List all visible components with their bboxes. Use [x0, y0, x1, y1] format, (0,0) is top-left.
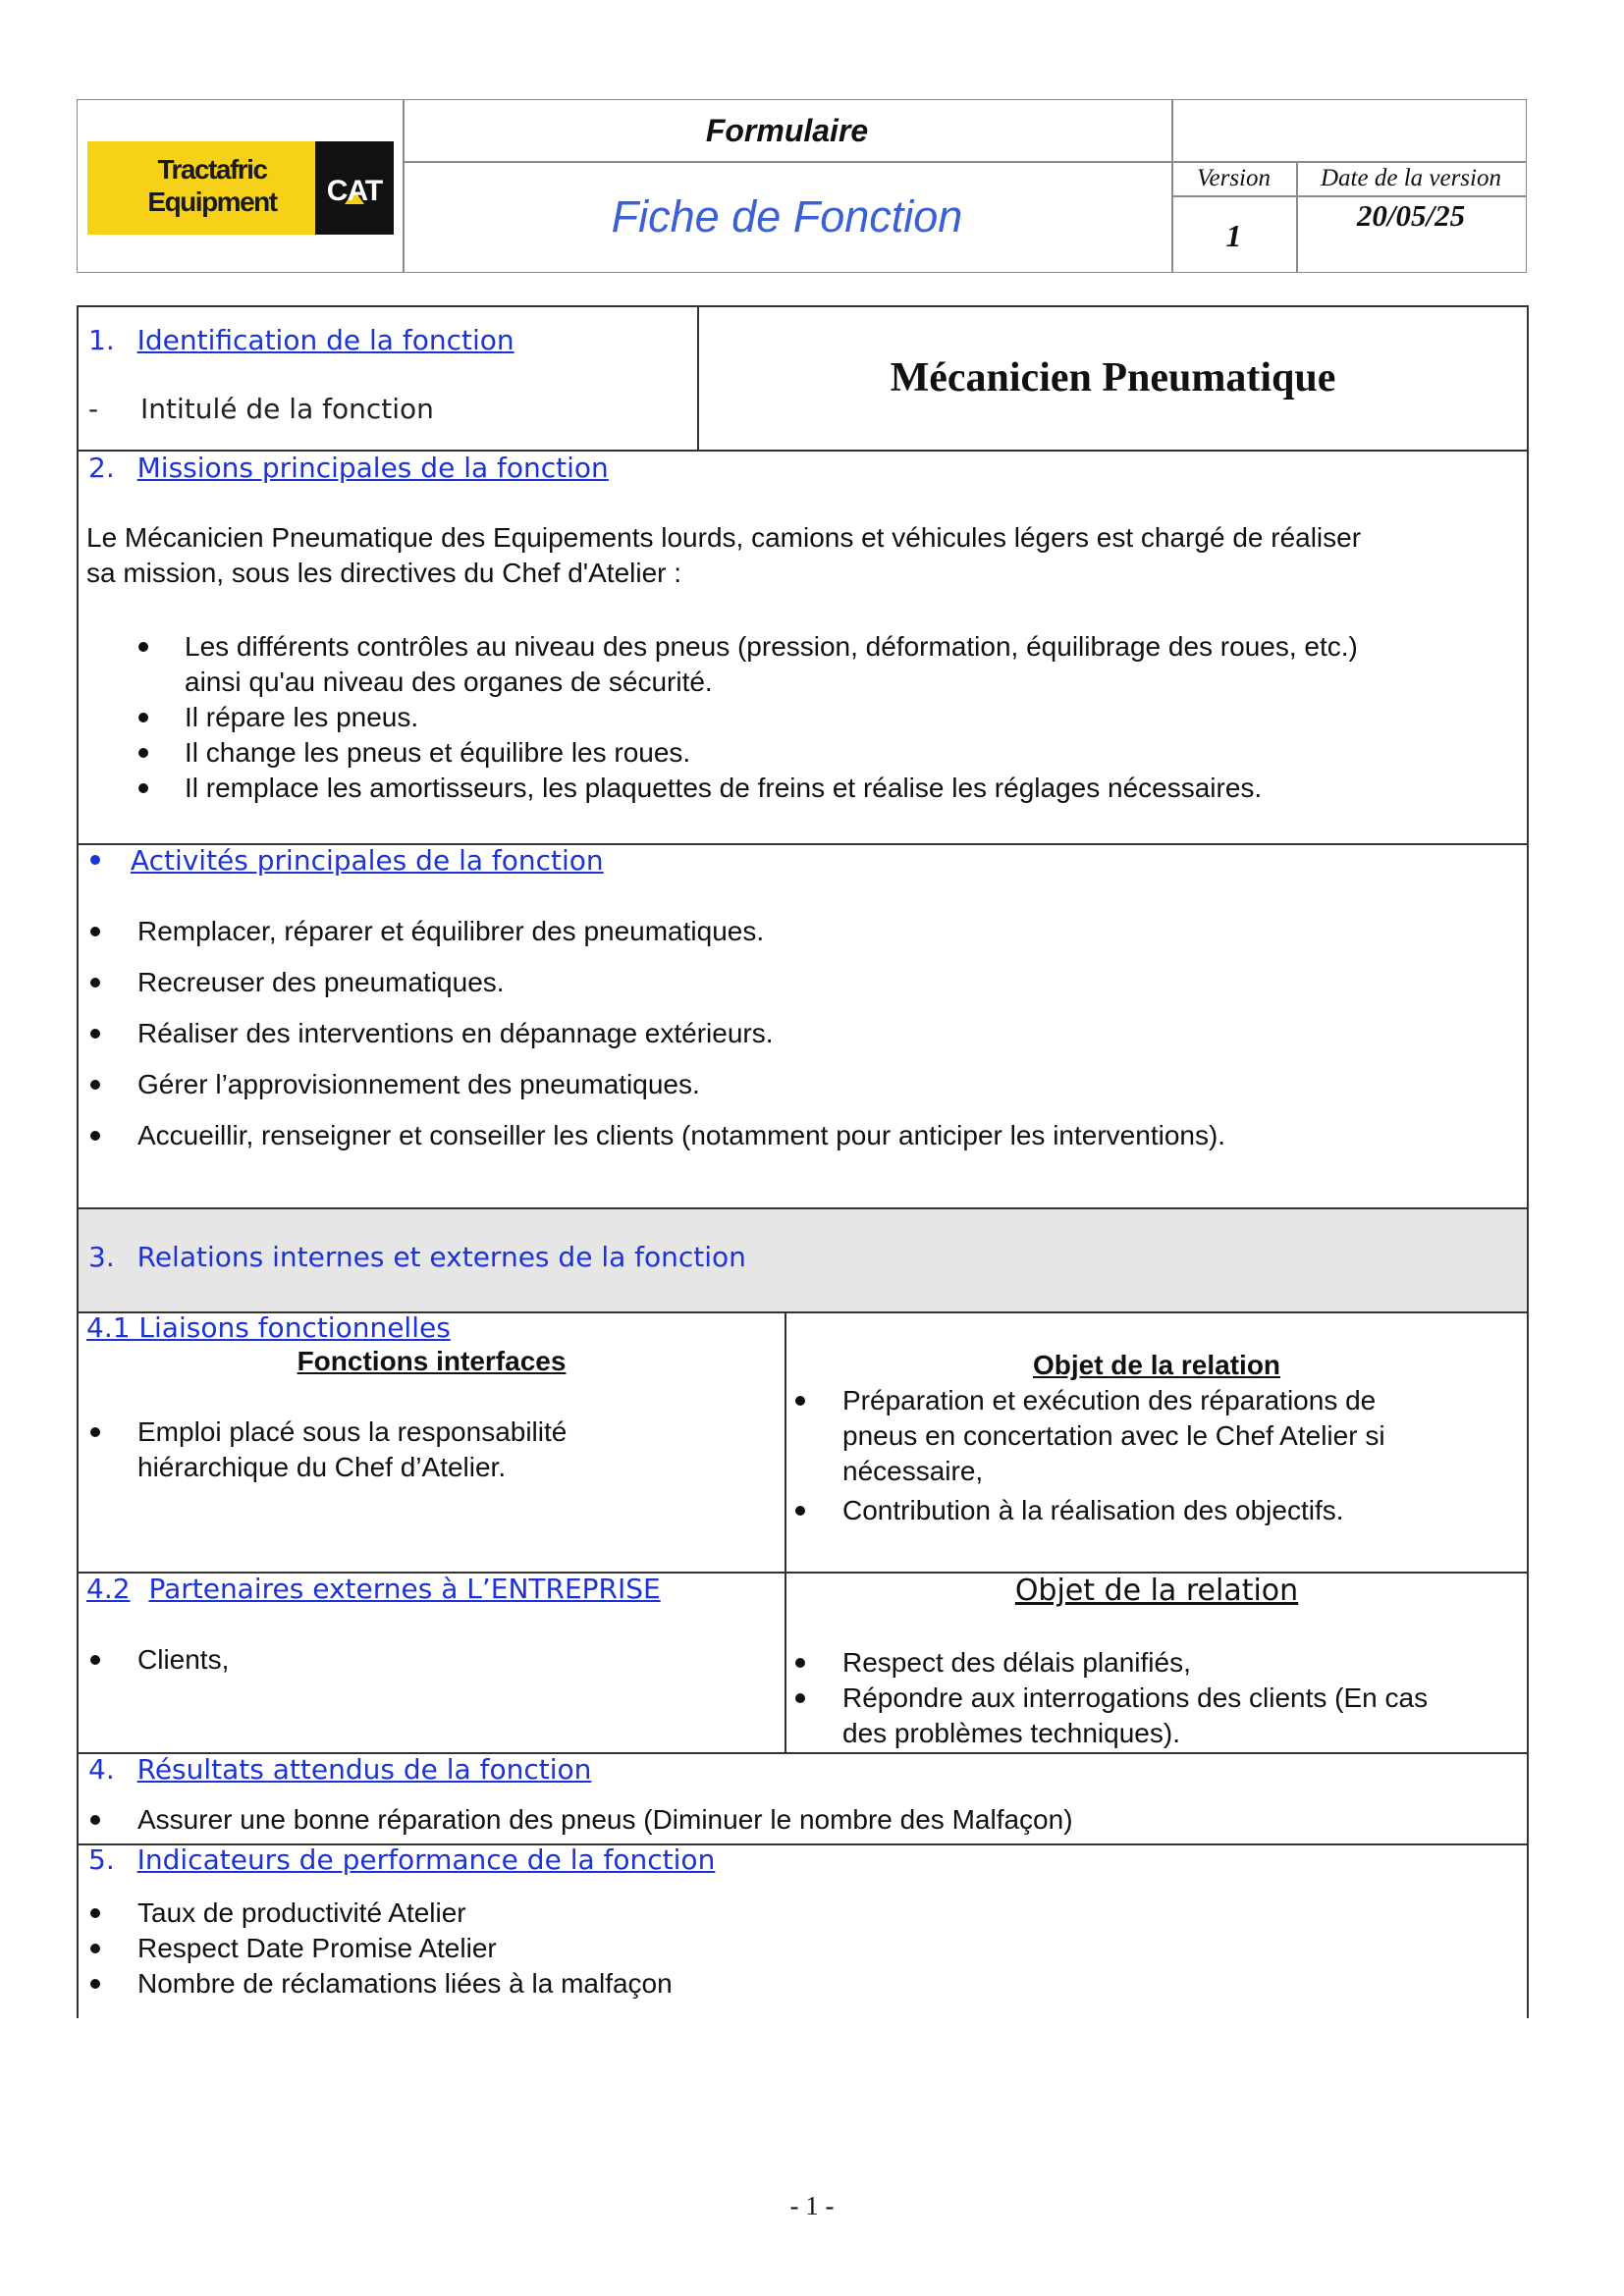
list-item-text: Il change les pneus et équilibre les roues. [185, 737, 691, 768]
bullet-icon [90, 1131, 100, 1141]
list-item-text: Recreuser des pneumatiques. [137, 967, 505, 997]
list-item-text: Répondre aux interrogations des clients (En cas [842, 1682, 1429, 1713]
bullet-icon [138, 783, 148, 793]
list-item [77, 771, 1520, 806]
missions-intro [86, 520, 1520, 591]
partenaires-heading [86, 1572, 661, 1607]
section-4-heading [88, 1752, 591, 1788]
header-divider [1171, 195, 1526, 197]
list-item-text: Il répare les pneus. [185, 702, 419, 732]
list-item [77, 1931, 1520, 1966]
bullet-icon [795, 1693, 805, 1703]
list-item-text: Clients, [137, 1644, 230, 1675]
version-value: 1 [1225, 218, 1242, 253]
page-number: - 1 - [789, 2191, 835, 2220]
list-item [77, 700, 1520, 735]
indicators-list [77, 1896, 1520, 2002]
date-label: Date de la version [1321, 164, 1501, 191]
list-item [77, 1118, 1520, 1169]
list-item-text: Taux de productivité Atelier [137, 1897, 466, 1928]
list-item-text: Respect Date Promise Atelier [137, 1933, 497, 1963]
bullet-icon [90, 978, 100, 988]
form-label: Formulaire [705, 112, 869, 148]
list-item-text: Emploi placé sous la responsabilité [137, 1416, 568, 1447]
activities-title: Activités principales de la fonction [130, 844, 604, 877]
partenaires-list [77, 1642, 783, 1678]
section-5-title: Indicateurs de performance de la fonction [136, 1843, 716, 1876]
list-item [77, 1966, 1520, 2002]
bullet-icon [138, 642, 148, 652]
date-value: 20/05/25 [1356, 198, 1466, 233]
bullet-icon [90, 1427, 100, 1437]
list-item [77, 1016, 1520, 1067]
section-2-title: Missions principales de la fonction [136, 452, 609, 484]
bullet-icon [90, 1908, 100, 1918]
missions-list [77, 629, 1520, 806]
missions-intro-line: sa mission, sous les directives du Chef d'Atelier : [86, 558, 682, 588]
list-item-text: Préparation et exécution des réparations de [842, 1385, 1377, 1415]
list-item [77, 965, 1520, 1016]
bullet-icon [90, 1815, 100, 1825]
section-number: 5. [88, 1843, 115, 1876]
company-logo [87, 141, 394, 235]
list-item [77, 1896, 1520, 1931]
interfaces-column-header: Fonctions interfaces [297, 1346, 567, 1376]
bullet-icon [90, 855, 100, 865]
list-item [77, 914, 1520, 965]
job-title-label-text: Intitulé de la fonction [140, 393, 434, 425]
list-item [77, 1642, 783, 1678]
list-item-text: Réaliser des interventions en dépannage extérieurs. [137, 1018, 774, 1048]
list-item-text: Contribution à la réalisation des objectifs. [842, 1495, 1344, 1525]
list-item [786, 1645, 1527, 1681]
logo-wordmark [109, 153, 315, 224]
bullet-icon [90, 927, 100, 936]
list-item-text: pneus en concertation avec le Chef Atelier si [842, 1420, 1385, 1451]
logo-line-2: Equipment [147, 187, 277, 217]
list-item-text: ainsi qu'au niveau des organes de sécurité. [185, 667, 713, 697]
section-3-title: Relations internes et externes de la fonction [136, 1241, 746, 1273]
relation-list [786, 1645, 1527, 1751]
list-item [786, 1493, 1527, 1528]
bullet-icon [90, 1655, 100, 1665]
logo-line-1: Tractafric [157, 154, 267, 185]
list-item [77, 629, 1520, 700]
list-item-text: Gérer l’approvisionnement des pneumatiques. [137, 1069, 700, 1099]
interfaces-list [77, 1415, 783, 1485]
list-item-text: Assurer une bonne réparation des pneus (Diminuer le nombre des Malfaçon) [137, 1804, 1073, 1835]
table-border [1527, 305, 1529, 2018]
missions-intro-line: Le Mécanicien Pneumatique des Equipements lourds, camions et véhicules légers est chargé de réaliser [86, 522, 1362, 553]
list-item [786, 1383, 1527, 1489]
liaisons-title: 4.1 Liaisons fonctionnelles [86, 1311, 451, 1344]
table-border [77, 305, 1529, 307]
row-divider [77, 1207, 1529, 1209]
section-2-heading [88, 451, 609, 486]
activities-heading [88, 843, 604, 879]
bullet-icon [138, 713, 148, 722]
bullet-icon [795, 1396, 805, 1406]
bullet-icon [795, 1658, 805, 1668]
list-item-text: Il remplace les amortisseurs, les plaquettes de freins et réalise les réglages nécessaires. [185, 773, 1263, 803]
section-5-heading [88, 1842, 715, 1878]
job-title-label [88, 392, 434, 427]
document-title: Fiche de Fonction [611, 190, 963, 241]
list-item [77, 1802, 1520, 1838]
section-3-heading [88, 1240, 746, 1275]
list-item [77, 1415, 783, 1485]
bullet-icon [90, 1979, 100, 1989]
bullet-icon [90, 1029, 100, 1039]
list-item-text: Respect des délais planifiés, [842, 1647, 1191, 1678]
relation-list [786, 1383, 1527, 1528]
section-number: 1. [88, 324, 115, 356]
list-item-text: Accueillir, renseigner et conseiller les clients (notamment pour anticiper les interventions). [137, 1120, 1226, 1150]
section-4-title: Résultats attendus de la fonction [136, 1753, 592, 1786]
document-header [77, 99, 1527, 273]
list-item-text: nécessaire, [842, 1456, 984, 1486]
section-number: 4.2 [86, 1573, 131, 1605]
svg-text:CAT: CAT [326, 174, 383, 207]
results-list [77, 1802, 1520, 1838]
section-1-title: Identification de la fonction [136, 324, 514, 356]
list-item [77, 735, 1520, 771]
job-title: Mécanicien Pneumatique [890, 355, 1336, 400]
partenaires-title: Partenaires externes à L’ENTREPRISE [148, 1573, 661, 1605]
list-item-text: des problèmes techniques). [842, 1718, 1180, 1748]
dash-marker: - [88, 393, 99, 425]
cat-logo-icon [315, 141, 394, 235]
version-label: Version [1197, 164, 1271, 191]
list-item [786, 1681, 1527, 1751]
relation-column-header: Objet de la relation [1014, 1574, 1299, 1608]
list-item [77, 1067, 1520, 1118]
bullet-icon [795, 1506, 805, 1516]
list-item-text: hiérarchique du Chef d’Atelier. [137, 1452, 507, 1482]
relation-column-header: Objet de la relation [1032, 1350, 1281, 1380]
bullet-icon [90, 1080, 100, 1090]
list-item-text: Remplacer, réparer et équilibrer des pneumatiques. [137, 916, 765, 946]
list-item-text: Nombre de réclamations liées à la malfaçon [137, 1968, 673, 1999]
bullet-icon [90, 1944, 100, 1953]
section-number: 3. [88, 1241, 115, 1273]
bullet-icon [138, 748, 148, 758]
job-description-table [77, 305, 1529, 2018]
section-1-heading [88, 323, 514, 358]
section-number: 4. [88, 1753, 115, 1786]
section-number: 2. [88, 452, 115, 484]
activities-list [77, 914, 1520, 1169]
list-item-text: Les différents contrôles au niveau des pneus (pression, déformation, équilibrage des roues, etc.) [185, 631, 1358, 662]
